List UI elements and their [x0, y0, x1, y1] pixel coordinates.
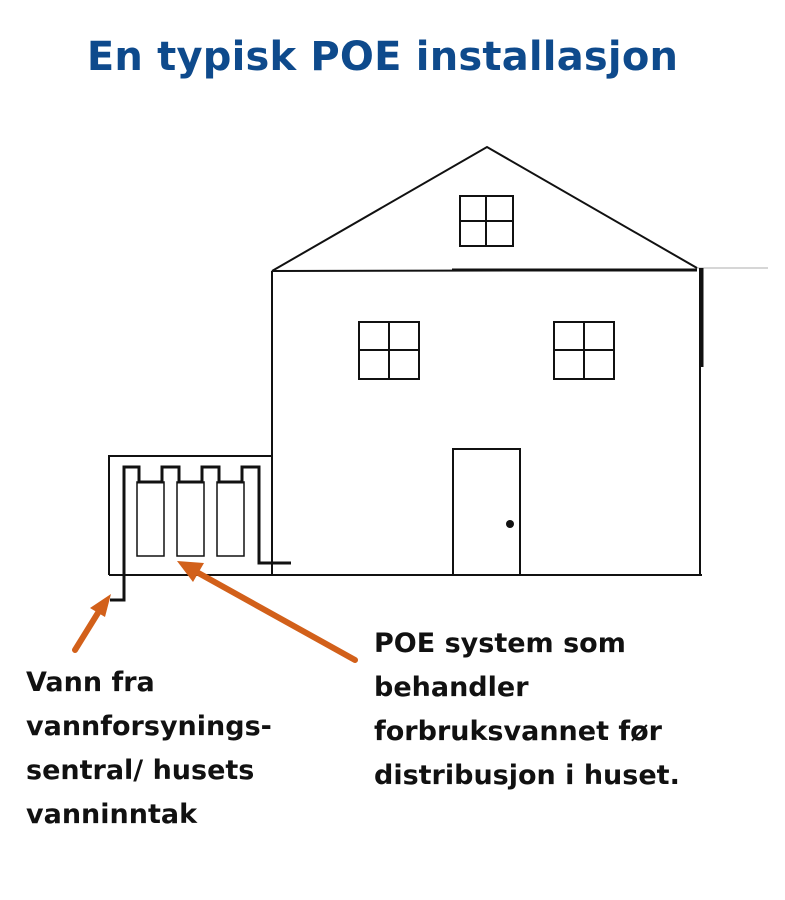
poe-system-label-line: behandler — [374, 672, 529, 703]
door-knob — [506, 520, 514, 528]
house — [109, 147, 768, 575]
arrow-water-inlet-head — [90, 594, 111, 617]
filter-tank-2 — [177, 482, 204, 556]
poe-system-label-line: forbruksvannet før — [374, 716, 662, 747]
attic-window — [460, 196, 513, 246]
water-source-label-line: Vann fra — [26, 667, 155, 698]
front-door — [453, 449, 520, 575]
filter-tank-1 — [137, 482, 164, 556]
page-title: En typisk POE installasjon — [86, 34, 679, 80]
poe-system-label — [374, 622, 680, 798]
water-source-label-line: vanninntak — [26, 799, 198, 830]
arrow-water-inlet — [75, 608, 101, 650]
enclosure-outline — [109, 456, 272, 575]
poe-system-label-line: distribusjon i huset. — [374, 760, 680, 791]
water-source-label-line: sentral/ husets — [26, 755, 255, 786]
poe-system-label-line: POE system som — [374, 628, 626, 659]
water-source-label — [26, 661, 272, 837]
window-right — [554, 322, 614, 379]
house-roof — [272, 147, 697, 271]
filter-tank-3 — [217, 482, 244, 556]
water-source-label-line: vannforsynings- — [26, 711, 272, 742]
arrow-poe-system — [193, 570, 355, 660]
poe-system-enclosure — [109, 456, 291, 600]
window-left — [359, 322, 419, 379]
